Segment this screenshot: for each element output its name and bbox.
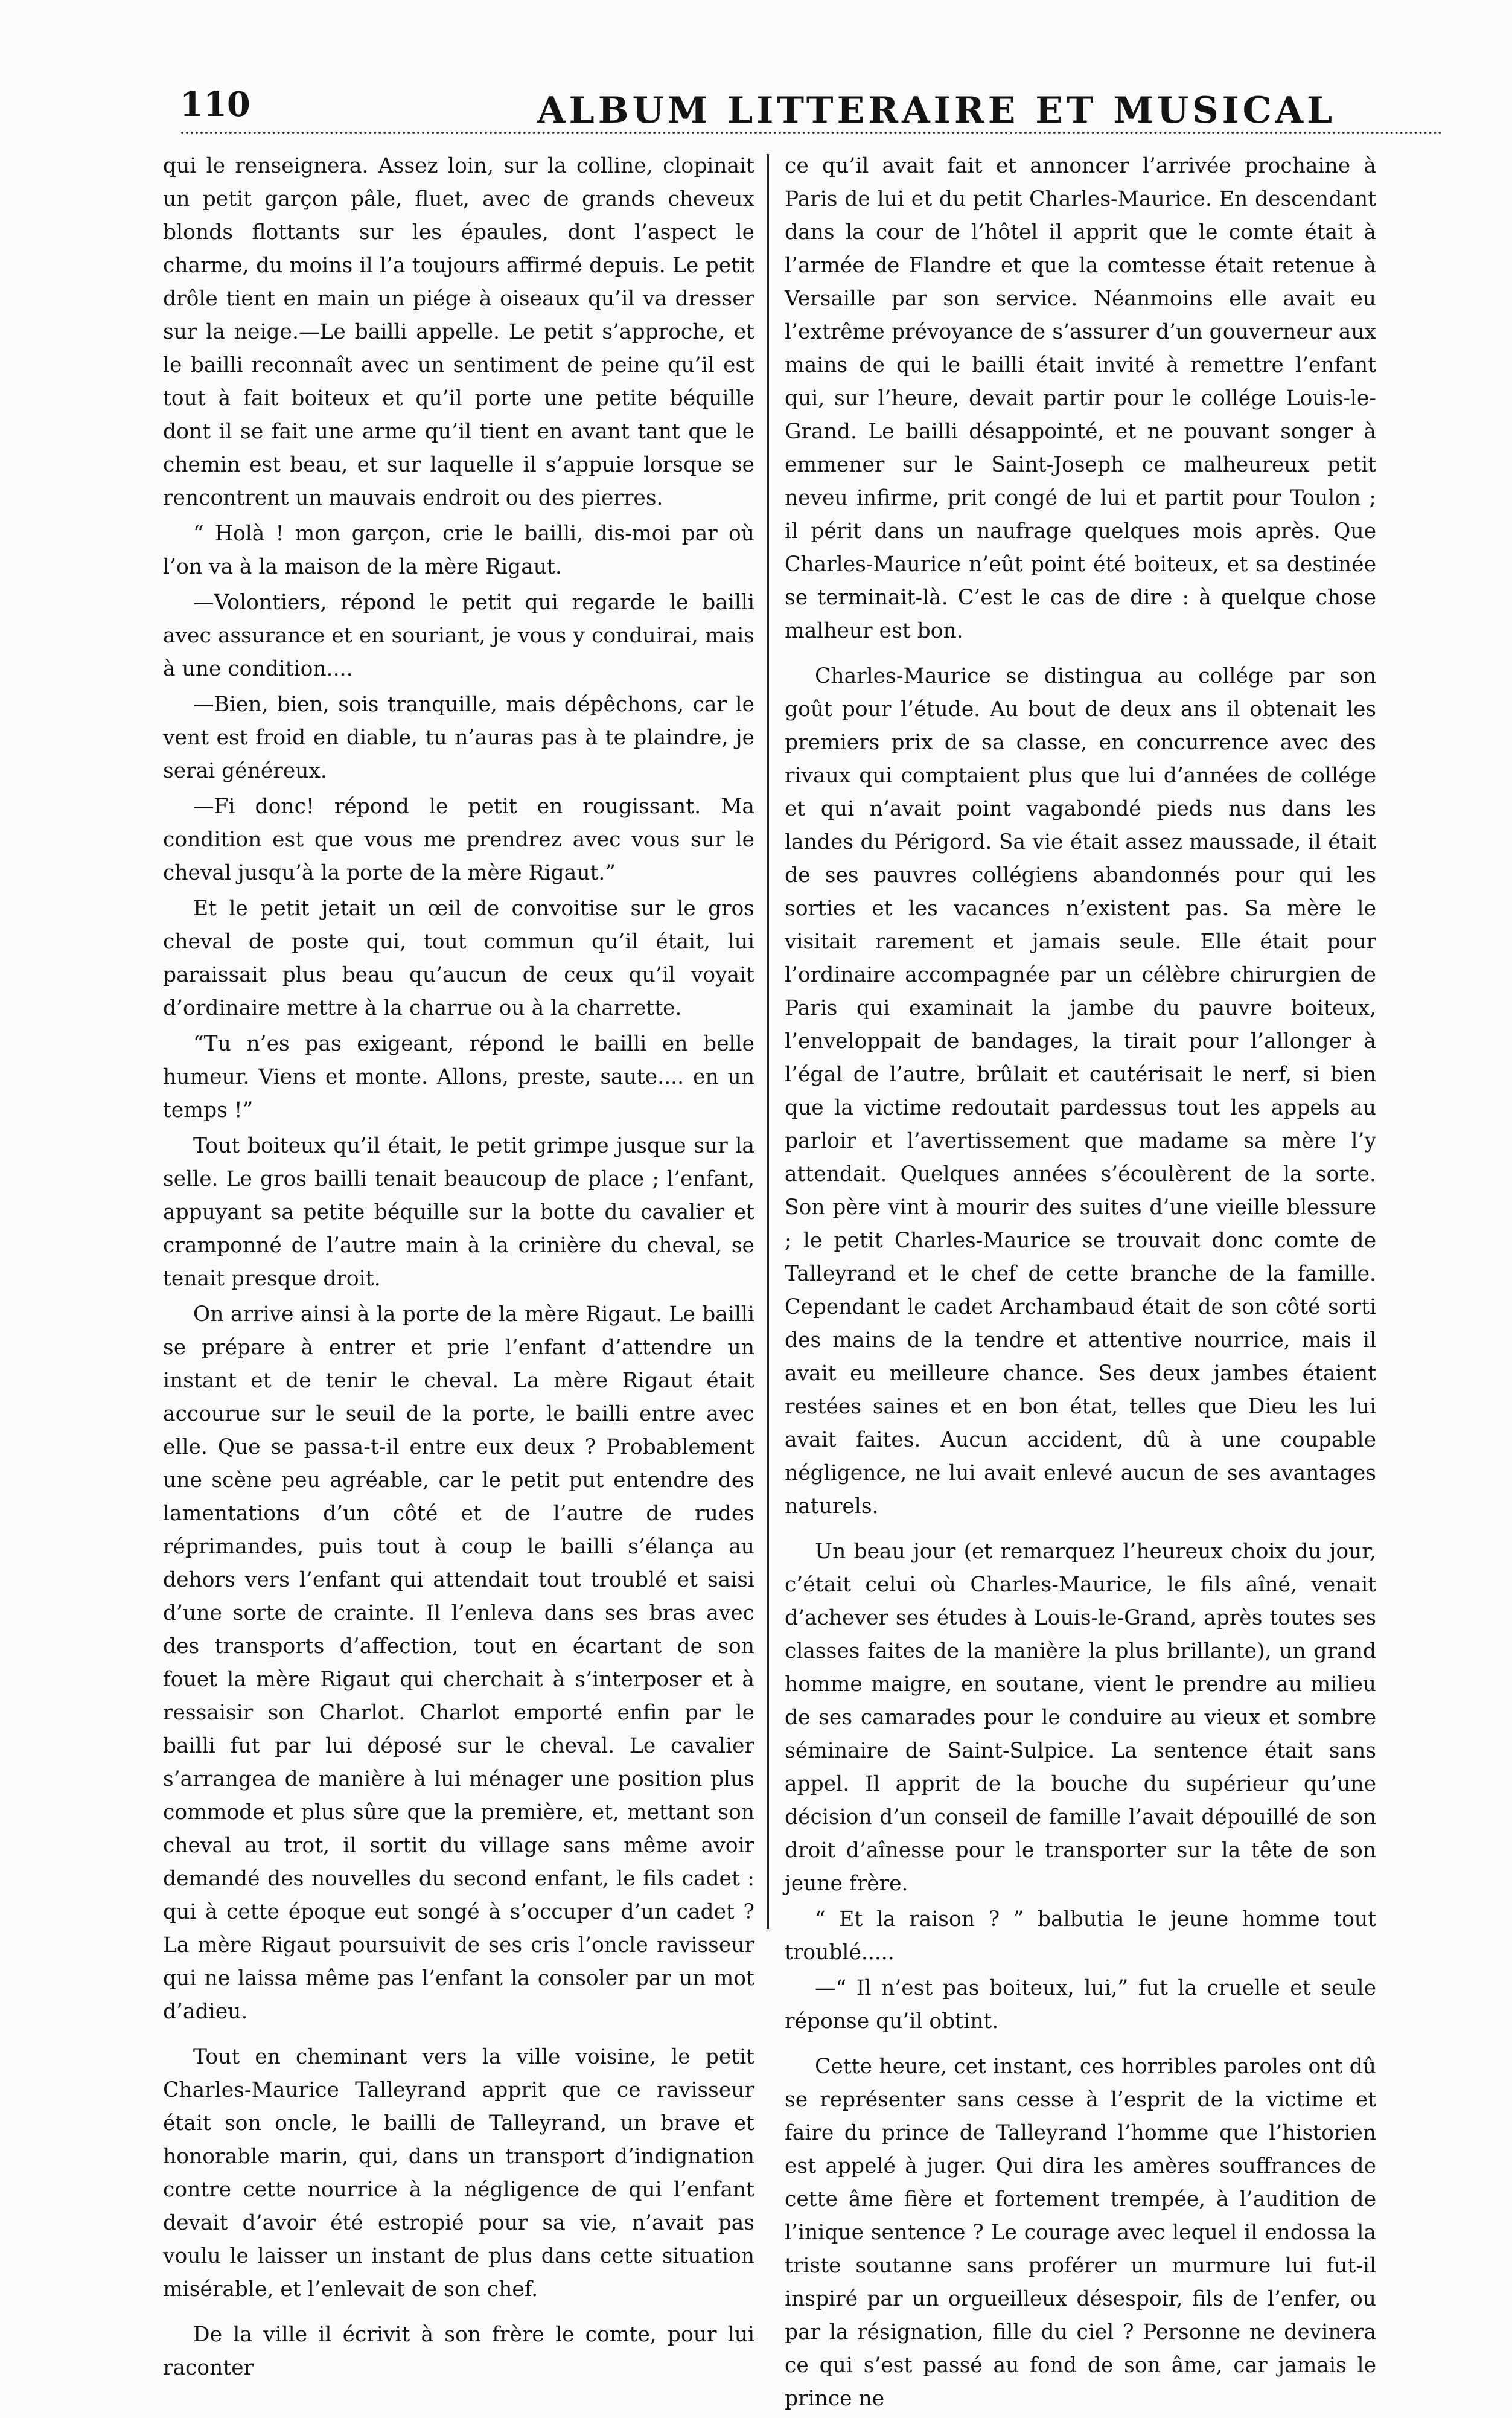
page-header — [151, 71, 1376, 138]
paragraph: “ Holà ! mon garçon, crie le bailli, dis-moi par où l’on va à la maison de la mère Rigaut. — [163, 522, 754, 579]
paragraph: Tout en cheminant vers la ville voisine, le petit Charles-Maurice Talleyrand apprit que ce ravisseur était son oncle, le bailli de Talleyrand, un brave et honorable marin, qui, dans un transport d’indignation contre cette nourrice à la négligence de qui l’enfant devait d’avoir été estropié pour sa vie, n’avait pas voulu le laisser un instant de plus dans cette situation misérable, et l’enlevait de son chef. — [163, 2045, 754, 2301]
paragraph: De la ville il écrivit à son frère le comte, pour lui raconter — [163, 2323, 754, 2380]
paragraph: Un beau jour (et remarquez l’heureux choix du jour, c’était celui où Charles-Maurice, le fils aîné, venait d’achever ses études à Louis-le-Grand, après toutes ses classes faites de la manière la plus brillante), un grand homme maigre, en soutane, vient le prendre au milieu de ses camarades pour le conduire au vieux et sombre séminaire de Saint-Sulpice. La sentence était sans appel. Il apprit de la bouche du supérieur qu’une décision d’un conseil de famille l’avait dépouillé de son droit d’aînesse pour le transporter sur la tête de son jeune frère. — [785, 1540, 1376, 1896]
paragraph: “Tu n’es pas exigeant, répond le bailli en belle humeur. Viens et monte. Allons, preste, saute.... en un temps !” — [163, 1032, 754, 1122]
paragraph: Et le petit jetait un œil de convoitise sur le gros cheval de poste qui, tout commun qu’il était, lui paraissait plus beau qu’aucun de ceux qu’il voyait d’ordinaire mettre à la charrue ou à la charrette. — [163, 897, 754, 1020]
paragraph: Tout boiteux qu’il était, le petit grimpe jusque sur la selle. Le gros bailli tenait beaucoup de place ; l’enfant, appuyant sa petite béquille sur la botte du cavalier et cramponné de l’autre main à la crinière du cheval, se tenait presque droit. — [163, 1134, 754, 1291]
paragraph: “ Et la raison ? ” balbutia le jeune homme tout troublé..... — [785, 1907, 1376, 1965]
paragraph: —Volontiers, répond le petit qui regarde le bailli avec assurance et en souriant, je vous y conduirai, mais à une condition.... — [163, 590, 754, 681]
column-divider — [767, 154, 769, 1929]
page-number: 110 — [180, 85, 250, 124]
paragraph: On arrive ainsi à la porte de la mère Rigaut. Le bailli se prépare à entrer et prie l’enfant d’attendre un instant et de tenir le cheval. La mère Rigaut était accourue sur le seuil de la porte, le bailli entre avec elle. Que se passa-t-il entre eux deux ? Probablement une scène peu agréable, car le petit put entendre des lamentations d’un côté et de l’autre de rudes réprimandes, puis tout à coup le bailli s’élança au dehors vers l’enfant qui attendait tout troublé et saisi d’une sorte de crainte. Il l’enleva dans ses bras avec des transports d’affection, tout en écartant de son fouet la mère Rigaut qui cherchait à s’interposer et à ressaisir son Charlot. Charlot emporté enfin par le bailli fut par lui déposé sur le cheval. Le cavalier s’arrangea de manière à lui ménager une position plus commode et plus sûre que la première, et, mettant son cheval au trot, il sortit du village sans même avoir demandé des nouvelles du second enfant, le fils cadet : qui à cette époque eut songé à s’occuper d’un cadet ? La mère Rigaut poursuivit de ses cris l’oncle ravisseur qui ne laissa même pas l’enfant la consoler par un mot d’adieu. — [163, 1302, 754, 2024]
paragraph: —Bien, bien, sois tranquille, mais dépêchons, car le vent est froid en diable, tu n’auras pas à te plaindre, je serai généreux. — [163, 692, 754, 783]
paragraph: —Fi donc! répond le petit en rougissant. Ma condition est que vous me prendrez avec vous sur le cheval jusqu’à la porte de la mère Rigaut.” — [163, 795, 754, 885]
paragraph: Charles-Maurice se distingua au collége par son goût pour l’étude. Au bout de deux ans il obtenait les premiers prix de sa classe, en concurrence avec des rivaux qui comptaient plus que lui d’années de collége et qui n’avait point vagabondé pieds nus dans les landes du Périgord. Sa vie était assez maussade, il était de ses pauvres collégiens abandonnés pour qui les sorties et les vacances n’existent pas. Sa mère le visitait rarement et jamais seule. Elle était pour l’ordinaire accompagnée par un célèbre chirurgien de Paris qui examinait la jambe du pauvre boiteux, l’enveloppait de bandages, la tirait pour l’allonger à l’égal de l’autre, brûlait et cautérisait le nerf, si bien que la victime redoutait pardessus tout les appels au parloir et l’avertissement que madame sa mère l’y attendait. Quelques années s’écoulèrent de la sorte. Son père vint à mourir des suites d’une vieille blessure ; le petit Charles-Maurice se trouvait donc comte de Talleyrand et le chef de cette branche de la famille. Cependant le cadet Archambaud était de son côté sorti des mains de la tendre et attentive nourrice, mais il avait eu meilleure chance. Ses deux jambes étaient restées saines et en bon état, telles que Dieu les lui avait faites. Aucun accident, dû à une coupable négligence, ne lui avait enlevé aucun de ses avantages naturels. — [785, 664, 1376, 1518]
paragraph: —“ Il n’est pas boiteux, lui,” fut la cruelle et seule réponse qu’il obtint. — [785, 1976, 1376, 2033]
header-rule — [181, 132, 1443, 134]
paragraph: qui le renseignera. Assez loin, sur la colline, clopinait un petit garçon pâle, fluet, avec de grands cheveux blonds flottants sur les épaules, dont l’aspect le charme, du moins il l’a toujours affirmé depuis. Le petit drôle tient en main un piége à oiseaux qu’il va dresser sur la neige.—Le bailli appelle. Le petit s’approche, et le bailli reconnaît avec un sentiment de peine qu’il est tout à fait boiteux et qu’il porte une petite béquille dont il se fait une arme qu’il tient en avant tant que le chemin est beau, et sur laquelle il s’appuie lorsque se rencontrent un mauvais endroit ou des pierres. — [163, 154, 754, 510]
right-column — [785, 150, 1376, 2418]
left-column — [163, 150, 754, 2387]
running-title: ALBUM LITTERAIRE ET MUSICAL — [537, 89, 1336, 132]
paragraph: ce qu’il avait fait et annoncer l’arrivée prochaine à Paris de lui et du petit Charles-Maurice. En descendant dans la cour de l’hôtel il apprit que le comte était à l’armée de Flandre et que la comtesse était retenue à Versaille par son service. Néanmoins elle avait eu l’extrême prévoyance de s’assurer d’un gouverneur aux mains de qui le bailli était invité à remettre l’enfant qui, sur l’heure, devait partir pour le collége Louis-le-Grand. Le bailli désappointé, et ne pouvant songer à emmener sur le Saint-Joseph ce malheureux petit neveu infirme, prit congé de lui et partit pour Toulon ; il périt dans un naufrage quelques mois après. Que Charles-Maurice n’eût point été boiteux, et sa destinée se terminait-là. C’est le cas de dire : à quelque chose malheur est bon. — [785, 154, 1376, 643]
paragraph: Cette heure, cet instant, ces horribles paroles ont dû se représenter sans cesse à l’esprit de la victime et faire du prince de Talleyrand l’homme que l’historien est appelé à juger. Qui dira les amères souffrances de cette âme fière et fortement trempée, à l’audition de l’inique sentence ? Le courage avec lequel il endossa la triste soutanne sans proférer un murmure lui fut-il inspiré par un orgueilleux désespoir, fils de l’enfer, ou par la résignation, fille du ciel ? Personne ne devinera ce qui s’est passé au fond de son âme, car jamais le prince ne — [785, 2055, 1376, 2411]
